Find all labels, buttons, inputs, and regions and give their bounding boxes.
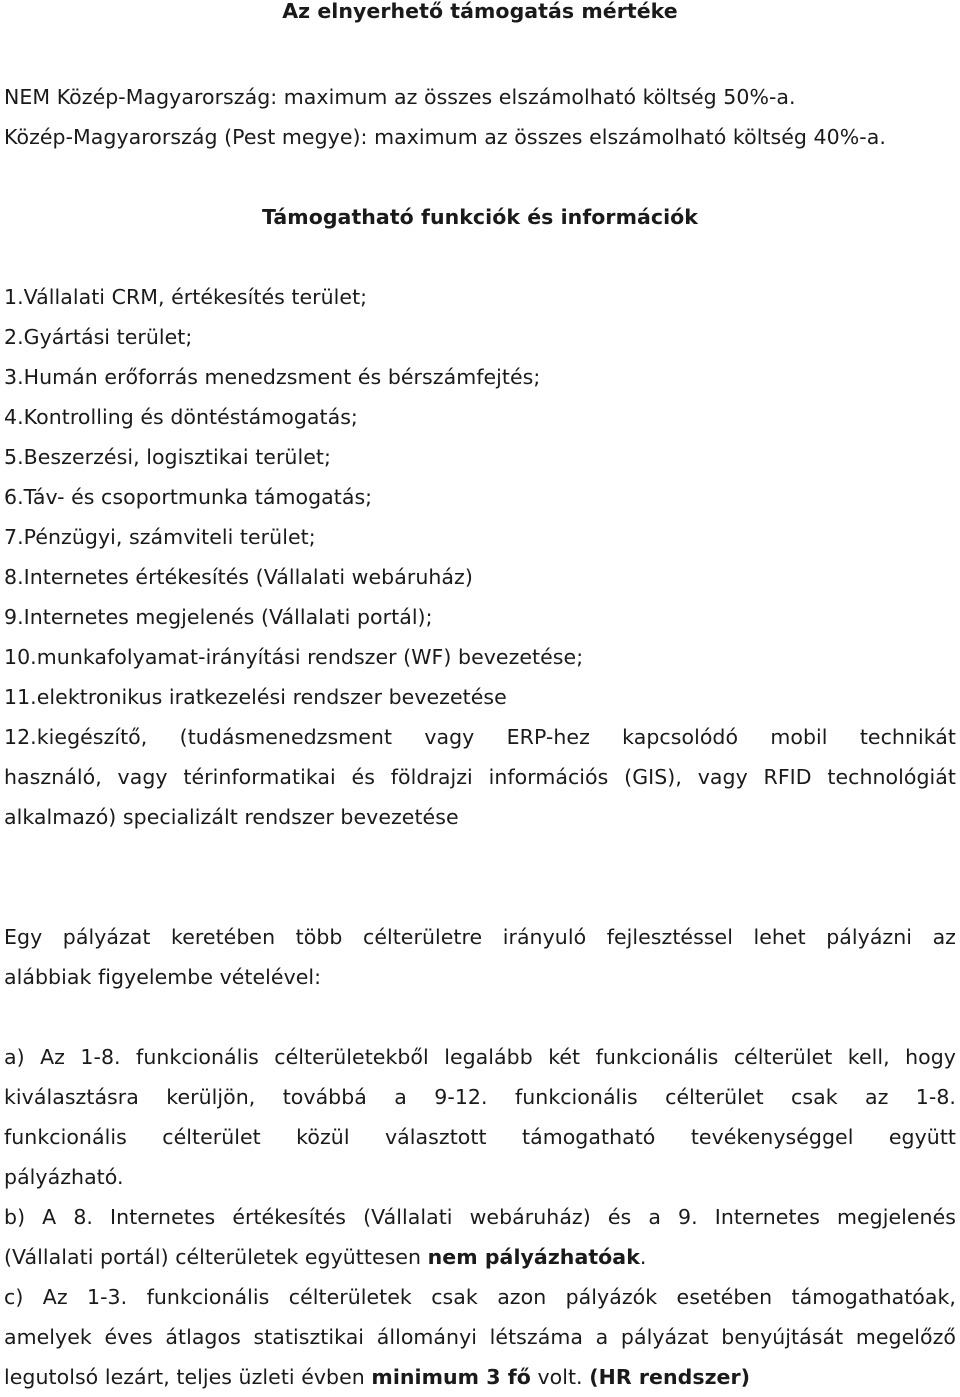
rule-c-hr-note: (HR rendszer) [589, 1365, 751, 1389]
rule-c-text-mid: volt. [530, 1365, 590, 1389]
support-rate-line-2: Közép-Magyarország (Pest megye): maximum az összes elszámolható költség 40%-a. [4, 125, 886, 149]
rule-b-text: (Vállalati portál) célterületek együttesen [4, 1245, 428, 1269]
page-title: Az elnyerhető támogatás mértéke [282, 0, 678, 23]
support-rate-line-1: NEM Közép-Magyarország: maximum az összes elszámolható költség 50%-a. [4, 85, 796, 109]
list-item: 10.munkafolyamat-irányítási rendszer (WF) bevezetése; [4, 645, 584, 669]
rule-c-text: legutolsó lezárt, teljes üzleti évben [4, 1365, 372, 1389]
spacer [4, 237, 956, 277]
list-item: 3.Humán erőforrás menedzsment és bérszámfejtés; [4, 365, 541, 389]
rule-a-line-3: funkcionális célterület közül választott támogatható tevékenységgel együtt [4, 1125, 956, 1149]
rule-a-line-1: a) Az 1-8. funkcionális célterületekből legalább két funkcionális célterület kell, hogy [4, 1045, 956, 1069]
rule-a [4, 1037, 956, 1197]
rule-b-line-2 [4, 1237, 956, 1277]
list-item: 7.Pénzügyi, számviteli terület; [4, 525, 316, 549]
rule-b-line-1: b) A 8. Internetes értékesítés (Vállalati webáruház) és a 9. Internetes megjelenés [4, 1205, 956, 1229]
function-list [4, 277, 956, 837]
list-item: 5.Beszerzési, logisztikai terület; [4, 445, 331, 469]
rule-a-line-4: pályázható. [4, 1165, 124, 1189]
list-item: 1.Vállalati CRM, értékesítés terület; [4, 285, 368, 309]
spacer [4, 997, 956, 1037]
rule-b-emphasis: nem pályázhatóak [427, 1245, 640, 1269]
rule-a-line-2: kiválasztásra kerüljön, továbbá a 9-12. funkcionális célterület csak az 1-8. [4, 1085, 956, 1109]
rule-c-line-3 [4, 1357, 956, 1397]
rule-c-emphasis: minimum 3 fő [371, 1365, 531, 1389]
rule-c-line-1: c) Az 1-3. funkcionális célterületek csak azon pályázók esetében támogathatóak, [4, 1285, 956, 1309]
section-title: Támogatható funkciók és információk [262, 205, 698, 229]
list-item: 11.elektronikus iratkezelési rendszer bevezetése [4, 685, 507, 709]
intro-line-1: Egy pályázat keretében több célterületre irányuló fejlesztéssel lehet pályázni az [4, 925, 956, 949]
rule-b-period: . [639, 1245, 647, 1269]
spacer [4, 24, 956, 77]
list-item-12-line-1: 12.kiegészítő, (tudásmenedzsment vagy ERP-hez kapcsolódó mobil technikát [4, 725, 956, 749]
list-item: 2.Gyártási terület; [4, 325, 193, 349]
list-item: 9.Internetes megjelenés (Vállalati portál); [4, 605, 433, 629]
rule-b [4, 1197, 956, 1277]
list-item: 4.Kontrolling és döntéstámogatás; [4, 405, 358, 429]
rule-c-line-2: amelyek éves átlagos statisztikai állományi létszáma a pályázat benyújtását megelőző [4, 1325, 956, 1349]
spacer [4, 837, 956, 917]
rule-c [4, 1277, 956, 1397]
list-item-12-line-2: használó, vagy térinformatikai és földrajzi információs (GIS), vagy RFID technológiát [4, 765, 956, 789]
list-item: 6.Táv- és csoportmunka támogatás; [4, 485, 373, 509]
list-item-12-line-3: alkalmazó) specializált rendszer bevezetése [4, 805, 459, 829]
intro-line-2: alábbiak figyelembe vételével: [4, 965, 322, 989]
spacer [4, 157, 956, 197]
list-item: 8.Internetes értékesítés (Vállalati webáruház) [4, 565, 473, 589]
